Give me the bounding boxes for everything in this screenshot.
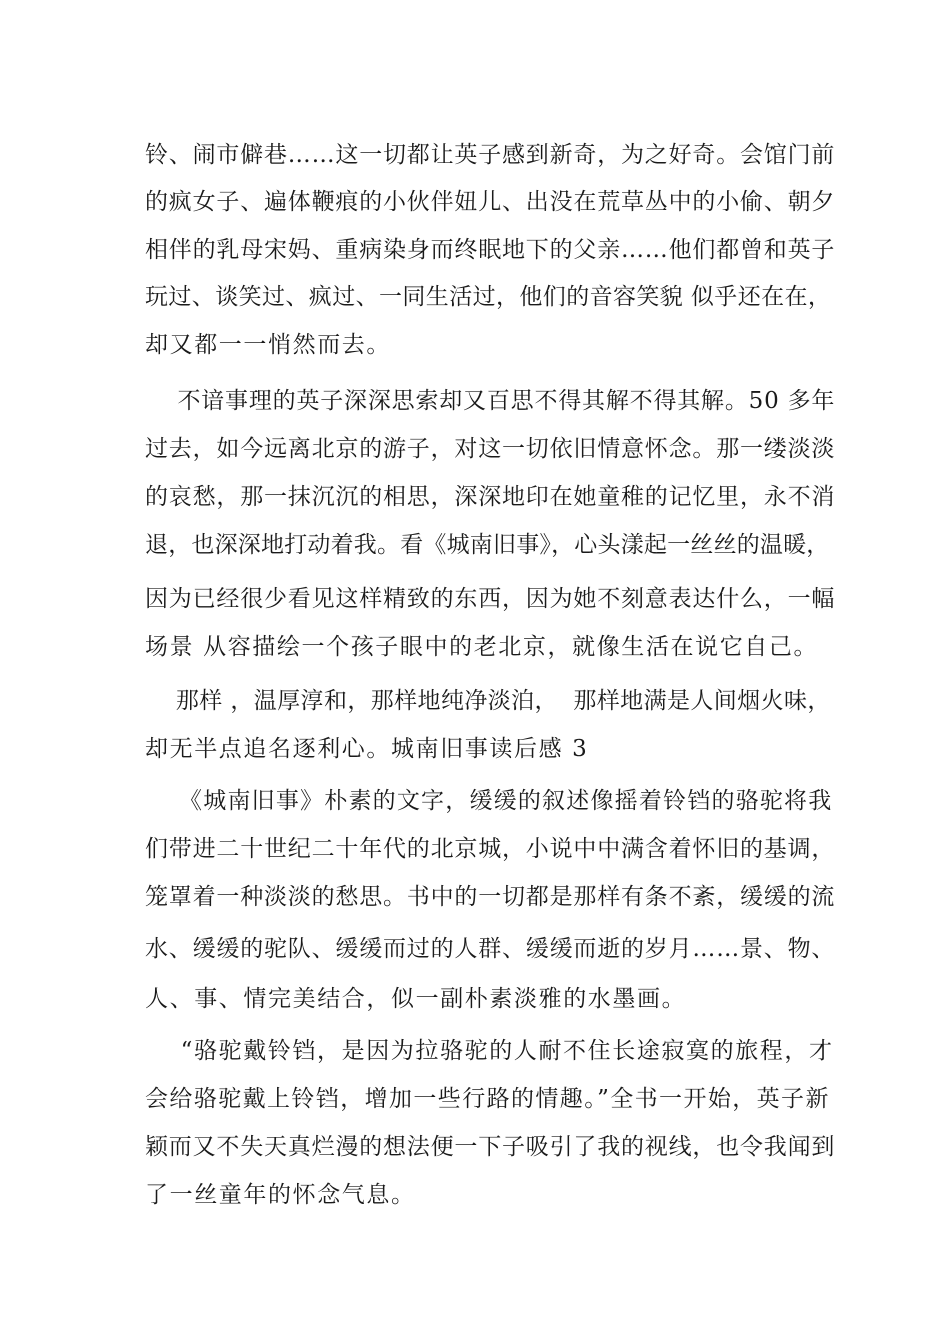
text-line: 因为已经很少看见这样精致的东西，因为她不刻意表达什么，一幅 [145,586,836,612]
text-line: 铃、闹市僻巷……这一切都让英子感到新奇，为之好奇。会馆门前 [145,142,836,168]
text-line: 水、缓缓的驼队、缓缓而过的人群、缓缓而逝的岁月……景、物、 [145,936,836,962]
text-line: 人、事、情完美结合，似一副朴素淡雅的水墨画。 [145,986,687,1012]
text-line: 《城南旧事》朴素的文字，缓缓的叙述像摇着铃铛的骆驼将我 [145,788,833,814]
text-line: 场景 从容描绘一个孩子眼中的老北京，就像生活在说它自己。 [145,634,819,660]
text-line: 不谙事理的英子深深思索却又百思不得其解不得其解。50 多年 [145,388,836,414]
text-line: 相伴的乳母宋妈、重病染身而终眠地下的父亲……他们都曾和英子 [145,237,836,263]
text-line: 们带进二十世纪二十年代的北京城，小说中中满含着怀旧的基调， [145,836,836,862]
text-line: 却无半点追名逐利心。城南旧事读后感 3 [145,736,589,762]
text-line: 玩过、谈笑过、疯过、一同生活过，他们的音容笑貌 似乎还在在， [145,284,832,310]
text-line: 的疯女子、遍体鞭痕的小伙伴妞儿、出没在荒草丛中的小偷、朝夕 [145,189,836,215]
text-line: 那样 ，温厚淳和，那样地纯净淡泊， 那样地满是人间烟火味， [145,688,831,714]
text-line: 退，也深深地打动着我。看《城南旧事》，心头漾起一丝丝的温暖， [145,532,830,558]
text-line: 了一丝童年的怀念气息。 [145,1182,416,1208]
text-line: 笼罩着一种淡淡的愁思。书中的一切都是那样有条不紊，缓缓的流 [145,884,836,910]
text-line: 颖而又不失天真烂漫的想法便一下子吸引了我的视线，也令我闻到 [145,1134,836,1160]
text-line: 的哀愁，那一抹沉沉的相思，深深地印在她童稚的记忆里，永不消 [145,484,836,510]
text-line: 却又都一一悄然而去。 [145,332,391,358]
text-line: “骆驼戴铃铛，是因为拉骆驼的人耐不住长途寂寞的旅程，才 [145,1038,834,1064]
text-line: 过去，如今远离北京的游子，对这一切依旧情意怀念。那一缕淡淡 [145,436,836,462]
text-line: 会给骆驼戴上铃铛，增加一些行路的情趣。”全书一开始，英子新 [145,1086,830,1112]
